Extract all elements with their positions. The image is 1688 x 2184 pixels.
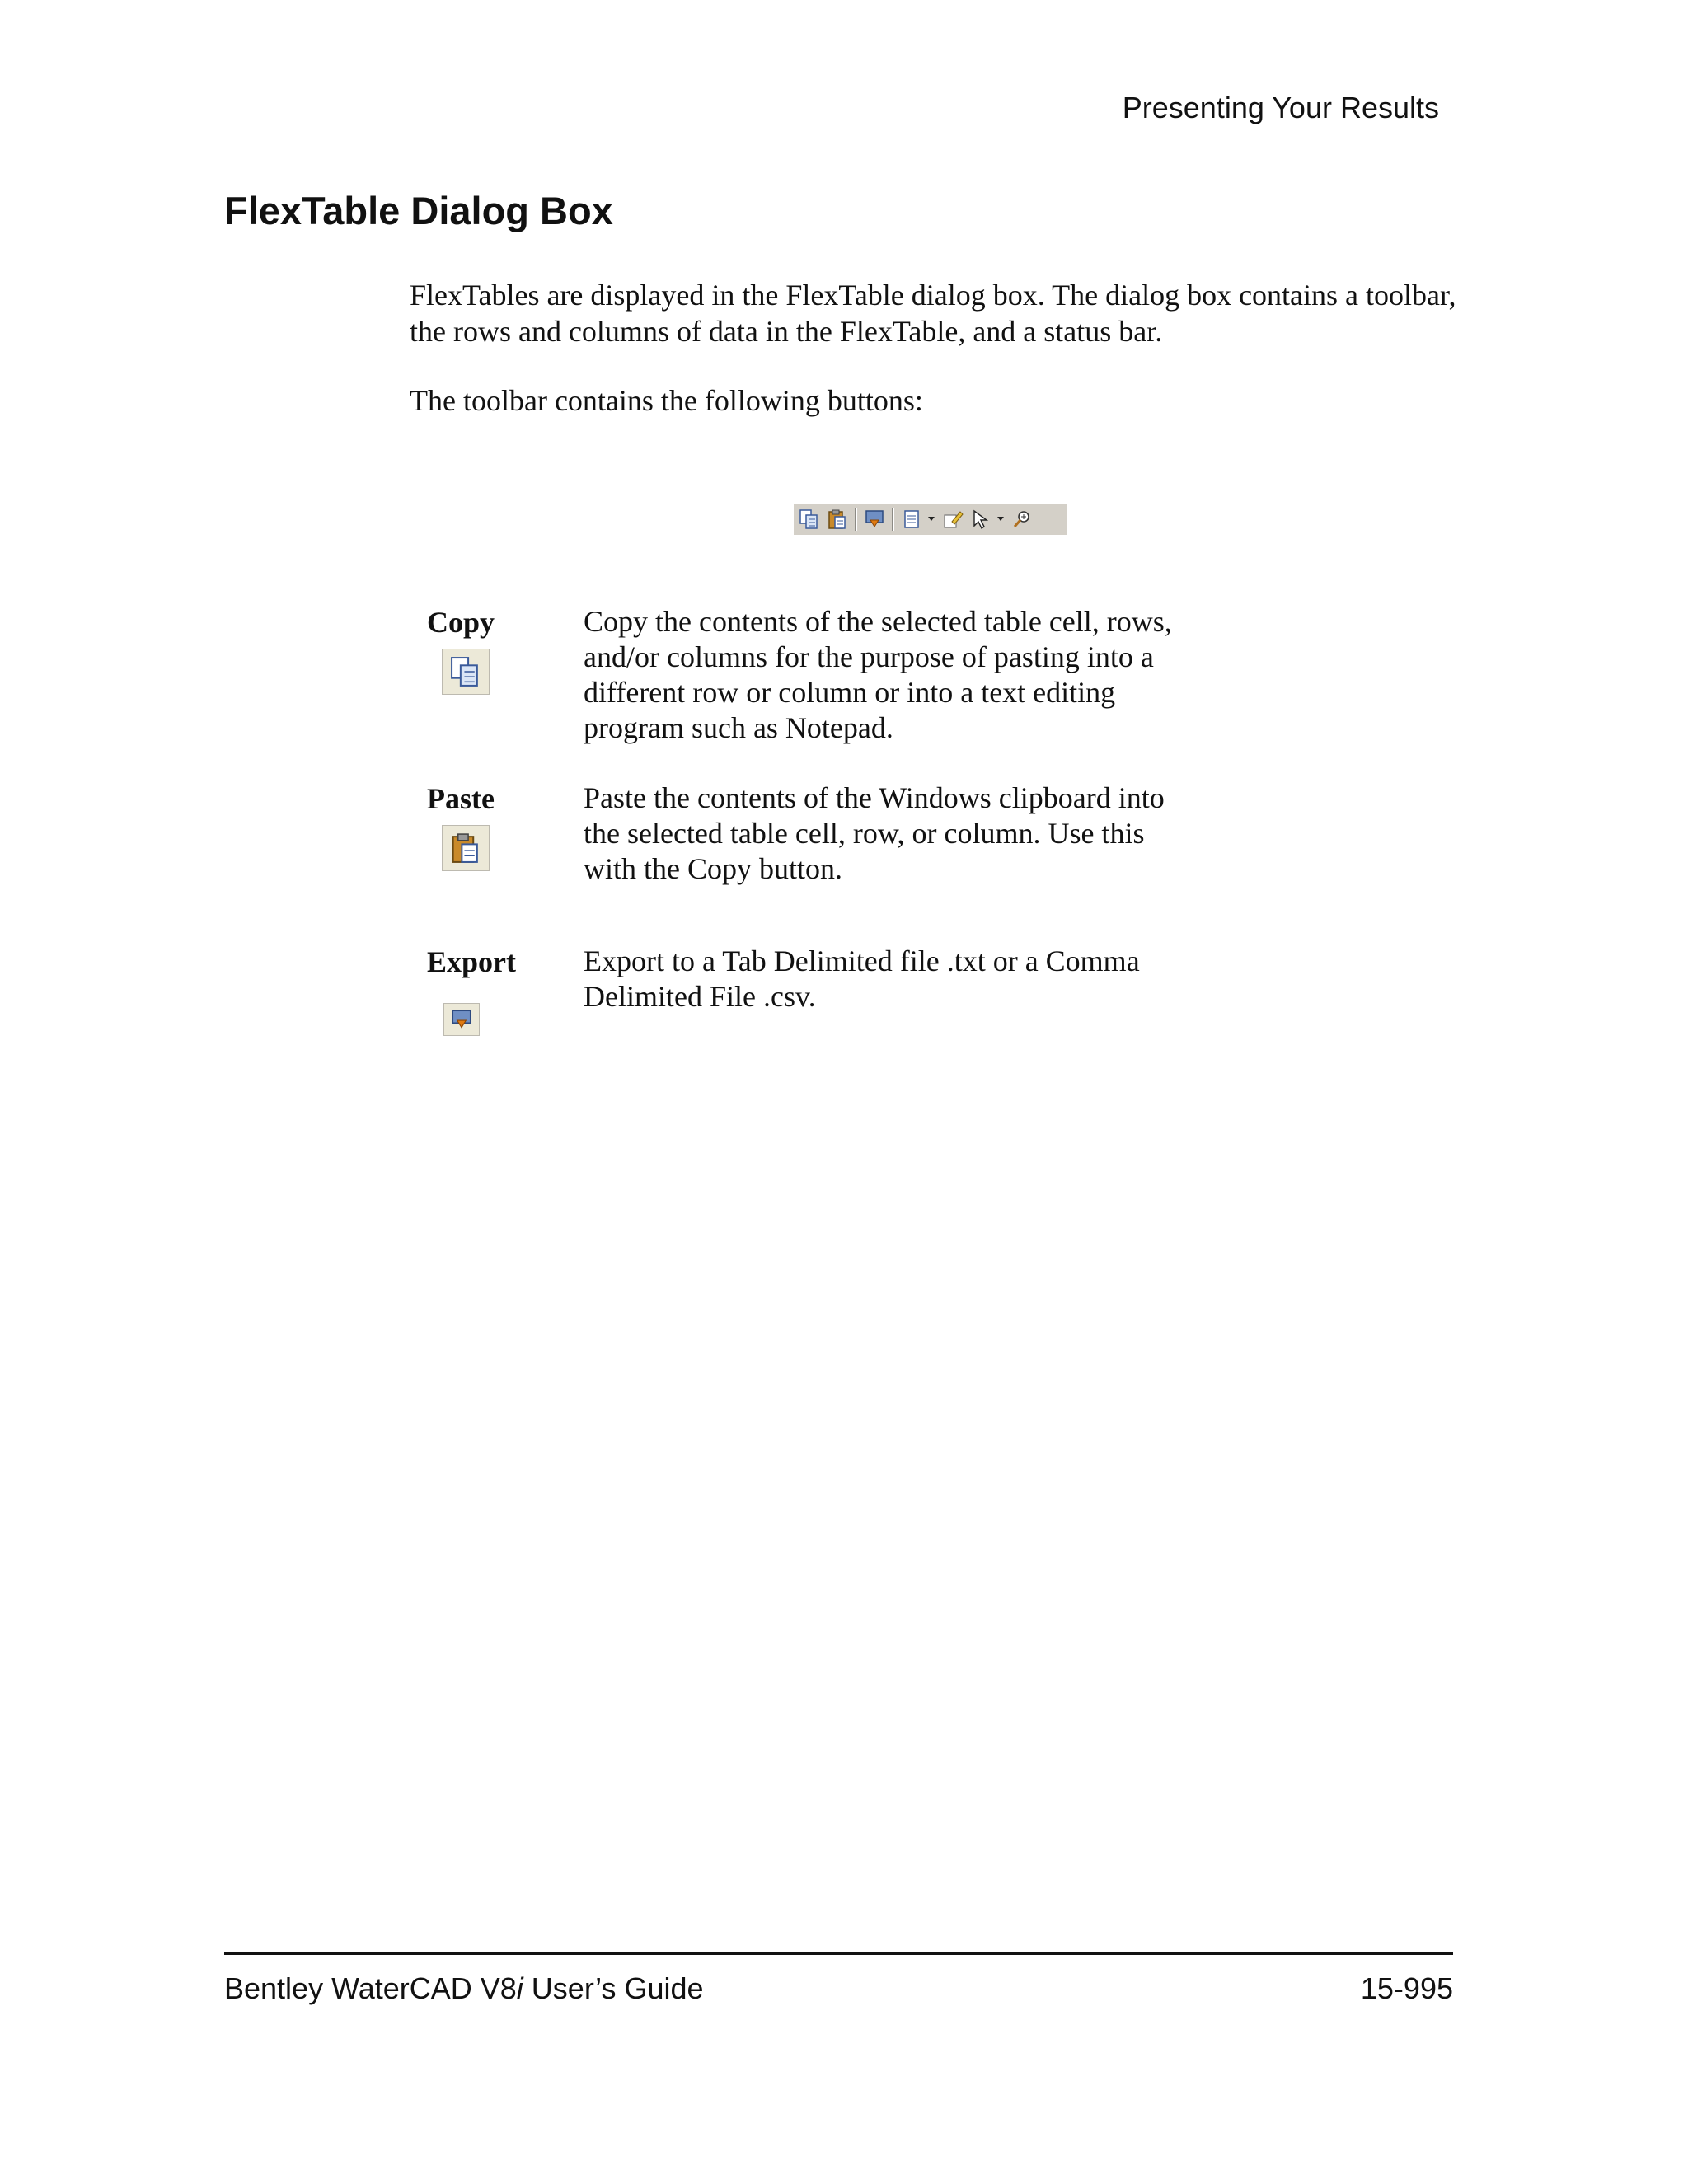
toolbar-intro-paragraph: The toolbar contains the following buttons: (410, 384, 923, 417)
copy-icon (442, 649, 490, 695)
intro-paragraph: FlexTables are displayed in the FlexTable dialog box. The dialog box contains a toolbar, the rows and columns of data in the FlexTable, and a status bar. (410, 279, 1456, 348)
button-name: Copy (427, 606, 495, 639)
button-name: Paste (427, 782, 495, 815)
toolbar-separator (892, 508, 894, 531)
select-icon (968, 507, 993, 532)
footer-guide-title (224, 1971, 704, 2006)
page-number: 15-995 (1360, 1971, 1453, 2005)
paste-icon (825, 507, 850, 532)
button-name: Export (427, 945, 516, 978)
running-header: Presenting Your Results (1122, 91, 1439, 124)
chevron-down-icon (996, 515, 1005, 523)
guide-title-suffix: User’s Guide (523, 1971, 704, 2005)
export-icon (862, 507, 887, 532)
report-icon (899, 507, 924, 532)
toolbar-separator (855, 508, 857, 531)
toolbar-figure (794, 504, 1067, 535)
button-description: Copy the contents of the selected table cell, rows, and/or columns for the purpose of pasting into a different row or column or into a text editing program such as Notepad. (584, 605, 1172, 744)
button-description: Paste the contents of the Windows clipboard into the selected table cell, row, or column. Use this with the Copy button. (584, 781, 1165, 885)
section-title: FlexTable Dialog Box (224, 189, 613, 232)
zoom-icon (1010, 507, 1034, 532)
chevron-down-icon (927, 515, 935, 523)
guide-title-prefix: Bentley WaterCAD V8 (224, 1971, 517, 2005)
footer-divider (224, 1952, 1453, 1955)
paste-icon (442, 825, 490, 871)
guide-title-italic: i (516, 1971, 523, 2005)
edit-icon (940, 507, 965, 532)
export-icon (443, 1003, 480, 1036)
button-description: Export to a Tab Delimited file .txt or a Comma Delimited File .csv. (584, 944, 1140, 1013)
copy-icon (797, 507, 822, 532)
